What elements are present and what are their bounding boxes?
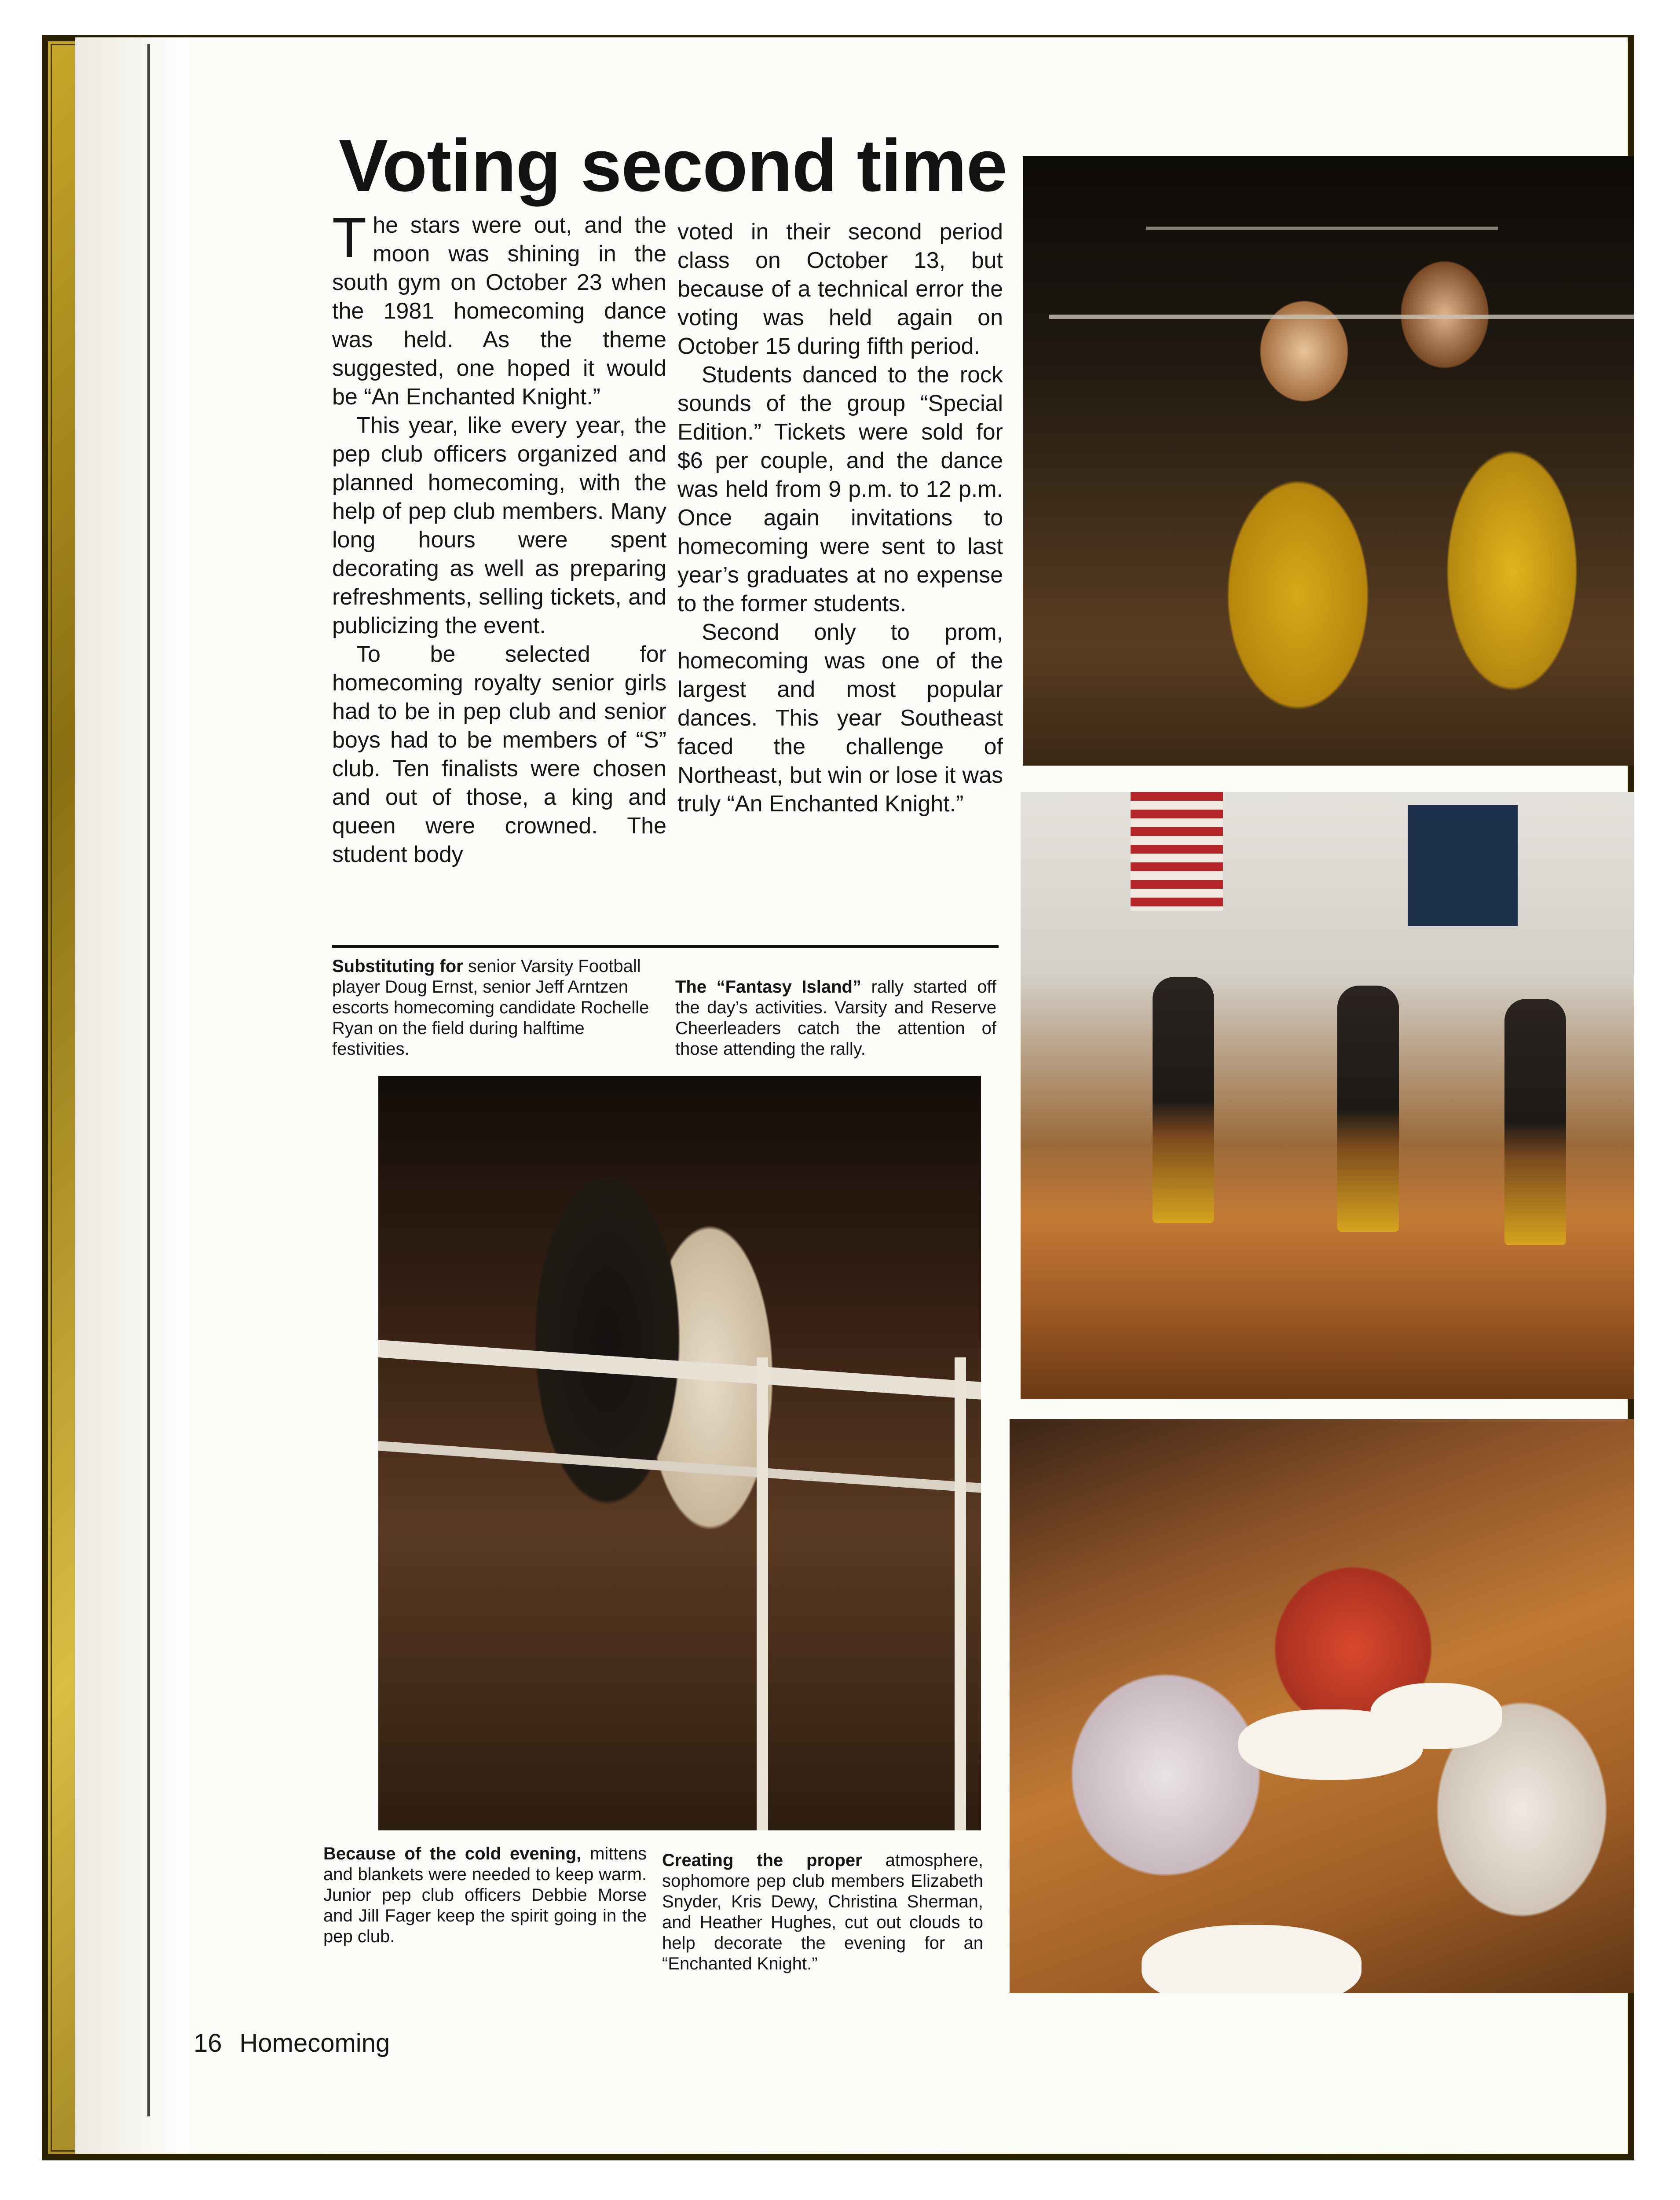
american-flag [1131,792,1223,911]
railing [378,1340,981,1400]
drop-cap: T [332,206,367,269]
caption-text: atmosphere, sophomore pep club members Elizabeth Snyder, Kris Dewy, Christina Sherman, and Heather Hughes, cut out clouds to help decorate the evening for an “Enchanted Knight.” [662,1851,983,1973]
caption-text: rally started off the day’s activities. Varsity and Reserve Cheerleaders catch the attention of those attending the rally. [675,977,996,1059]
cheerleader [1337,986,1399,1232]
section-name: Homecoming [239,2029,390,2057]
scoreboard [1408,805,1518,926]
paragraph: voted in their second period class on October 13, but because of a technical error the voting was held again on October 15 during fifth period. [677,219,1003,359]
photo-homecoming-couple [1023,156,1634,766]
paper-cloud [1142,1925,1362,1993]
railing-post [757,1357,768,1830]
paragraph: Students danced to the rock sounds of the group “Special Edition.” Tickets were sold for $6 per couple, and the dance was held from 9 p.m. to 12 p.m. Once again invitations to homecoming were sent to last year’s graduates at no expense to the former students. [677,362,1003,616]
page-gutter [75,37,189,2154]
headline: Voting second time [339,124,1007,207]
article-column-1 [332,206,666,869]
railing [378,1441,981,1493]
caption-lead: Substituting for [332,957,463,976]
page-edge-line [147,44,150,2116]
paragraph: To be selected for homecoming royalty senior girls had to be in pep club and senior boys had to be members of “S” club. Ten finalists were chosen and out of those, a king and queen were crowned. The student body [332,642,666,867]
photo-pep-club-crowd [378,1076,981,1830]
stadium-railing [1146,227,1498,230]
paragraph: Second only to prom, homecoming was one of the largest and most popular dances. This year Southeast faced the challenge of Northeast, but win or lose it was truly “An Enchanted Knight.” [677,620,1003,817]
page-number: 16 [194,2029,222,2057]
cheerleader [1504,999,1566,1245]
paragraph [332,206,666,411]
photo-cheerleaders-rally [1021,792,1634,1399]
article-column-2 [677,218,1003,818]
caption-lead: The “Fantasy Island” [675,977,861,997]
paragraph: This year, like every year, the pep club officers organized and planned homecoming, with the help of pep club members. Many long hours were spent decorating as well as preparing refreshments, selling tickets, and publicizing the event. [332,413,666,638]
caption-rally [675,977,996,1060]
paragraph-text: he stars were out, and the moon was shining in the south gym on October 23 when the 1981 homecoming dance was held. As the theme suggested, one hoped it would be “An Enchanted Knight.” [332,213,666,410]
stadium-railing [1049,315,1634,319]
caption-cold-evening [323,1844,647,1947]
caption-text: mittens and blankets were needed to keep warm. Junior pep club officers Debbie Morse and Jill Fager keep the spirit going in the pep club. [323,1844,647,1946]
railing-post [955,1357,966,1830]
caption-text: senior Varsity Football player Doug Ernst, senior Jeff Arntzen escorts homecoming candidate Rochelle Ryan on the field during halftime festivities. [332,957,649,1059]
caption-lead: Because of the cold evening, [323,1844,582,1863]
caption-divider [332,945,999,948]
paper-cloud [1370,1683,1502,1749]
page-folio [194,2028,390,2058]
caption-clouds [662,1850,983,1974]
photo-cutting-clouds [1010,1419,1634,1993]
caption-escort [332,956,653,1060]
caption-lead: Creating the proper [662,1851,862,1870]
cheerleader [1153,977,1214,1223]
